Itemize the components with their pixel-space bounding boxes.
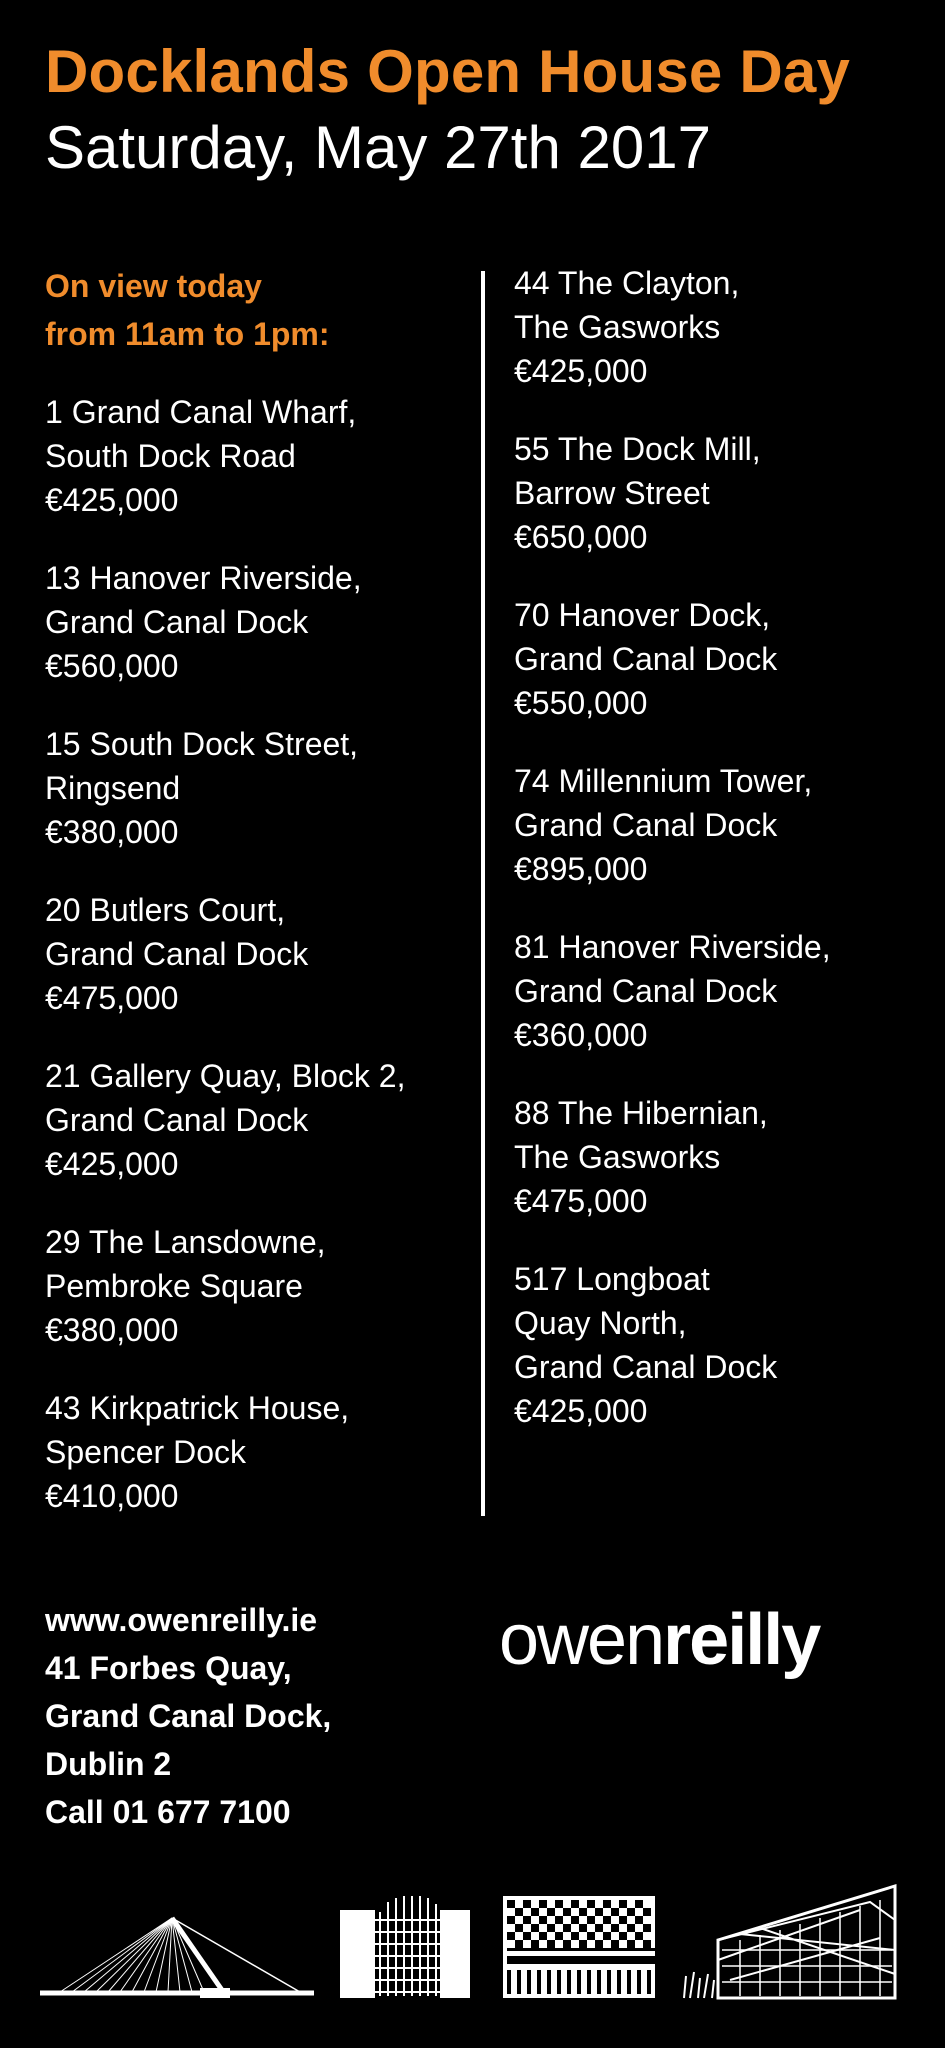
listing-price: €475,000 (514, 1183, 648, 1219)
skyline-illustration (0, 1880, 945, 2020)
listings-left-column (45, 390, 465, 1552)
listing-address-line: 1 Grand Canal Wharf, (45, 394, 357, 430)
viewing-times (45, 262, 330, 358)
listing-item (45, 556, 465, 688)
listing-address-line: 81 Hanover Riverside, (514, 929, 831, 965)
listing-item (514, 925, 934, 1057)
page-title: Docklands Open House Day (45, 38, 851, 105)
listing-address-line: Pembroke Square (45, 1268, 303, 1304)
listing-price: €560,000 (45, 648, 179, 684)
listing-address-line: 74 Millennium Tower, (514, 763, 813, 799)
column-divider (481, 271, 485, 1516)
listing-item (514, 1091, 934, 1223)
listing-item (514, 759, 934, 891)
listing-item (45, 390, 465, 522)
viewing-times-line-2: from 11am to 1pm: (45, 316, 330, 352)
listing-item (45, 1220, 465, 1352)
listing-price: €650,000 (514, 519, 648, 555)
listing-address-line: 15 South Dock Street, (45, 726, 359, 762)
logo-part-owen: owen (499, 1600, 664, 1680)
listing-address-line: 29 The Lansdowne, (45, 1224, 326, 1260)
listing-price: €475,000 (45, 980, 179, 1016)
listing-price: €410,000 (45, 1478, 179, 1514)
listing-address-line: Spencer Dock (45, 1434, 246, 1470)
logo-part-reilly: reilly (663, 1600, 820, 1680)
listing-item (514, 427, 934, 559)
listing-price: €380,000 (45, 1312, 179, 1348)
listing-price: €360,000 (514, 1017, 648, 1053)
listing-address-line: 517 Longboat (514, 1261, 710, 1297)
listing-address-line: Grand Canal Dock (514, 973, 778, 1009)
bridge-icon (40, 1918, 314, 1998)
listing-address-line: 44 The Clayton, (514, 265, 740, 301)
address-line-3: Dublin 2 (45, 1746, 172, 1782)
address-line-2: Grand Canal Dock, (45, 1698, 332, 1734)
listing-address-line: Quay North, (514, 1305, 687, 1341)
listing-address-line: Grand Canal Dock (514, 807, 778, 843)
listing-address-line: Grand Canal Dock (45, 604, 309, 640)
listing-address-line: 13 Hanover Riverside, (45, 560, 362, 596)
listing-price: €895,000 (514, 851, 648, 887)
listing-item (45, 1054, 465, 1186)
listing-address-line: Ringsend (45, 770, 181, 806)
listing-price: €550,000 (514, 685, 648, 721)
phone-number: Call 01 677 7100 (45, 1794, 291, 1830)
address-line-1: 41 Forbes Quay, (45, 1650, 292, 1686)
contact-details (45, 1596, 331, 1836)
listing-address-line: The Gasworks (514, 1139, 721, 1175)
listing-address-line: 21 Gallery Quay, Block 2, (45, 1058, 406, 1094)
listing-address-line: The Gasworks (514, 309, 721, 345)
checkered-building-icon (503, 1896, 655, 1998)
listing-price: €425,000 (45, 482, 179, 518)
listing-address-line: Grand Canal Dock (45, 1102, 309, 1138)
listing-address-line: South Dock Road (45, 438, 296, 474)
listing-item (45, 888, 465, 1020)
event-date: Saturday, May 27th 2017 (45, 114, 711, 181)
listing-address-line: Grand Canal Dock (514, 1349, 778, 1385)
listing-item (514, 593, 934, 725)
listing-address-line: 88 The Hibernian, (514, 1095, 768, 1131)
listing-price: €425,000 (514, 353, 648, 389)
listing-price: €380,000 (45, 814, 179, 850)
listing-price: €425,000 (514, 1393, 648, 1429)
listing-address-line: 43 Kirkpatrick House, (45, 1390, 350, 1426)
website-link[interactable]: www.owenreilly.ie (45, 1602, 318, 1638)
tower-building-icon (340, 1894, 470, 1998)
listing-item (45, 1386, 465, 1518)
viewing-times-line-1: On view today (45, 268, 262, 304)
listing-address-line: Barrow Street (514, 475, 710, 511)
listing-address-line: 20 Butlers Court, (45, 892, 286, 928)
theatre-building-icon (684, 1886, 895, 1998)
listing-item (45, 722, 465, 854)
listing-address-line: Grand Canal Dock (514, 641, 778, 677)
listing-item (514, 261, 934, 393)
listing-address-line: 70 Hanover Dock, (514, 597, 771, 633)
owenreilly-logo (499, 1598, 819, 1682)
listing-price: €425,000 (45, 1146, 179, 1182)
listings-right-column (514, 261, 934, 1467)
listing-address-line: Grand Canal Dock (45, 936, 309, 972)
listing-address-line: 55 The Dock Mill, (514, 431, 761, 467)
listing-item (514, 1257, 934, 1433)
